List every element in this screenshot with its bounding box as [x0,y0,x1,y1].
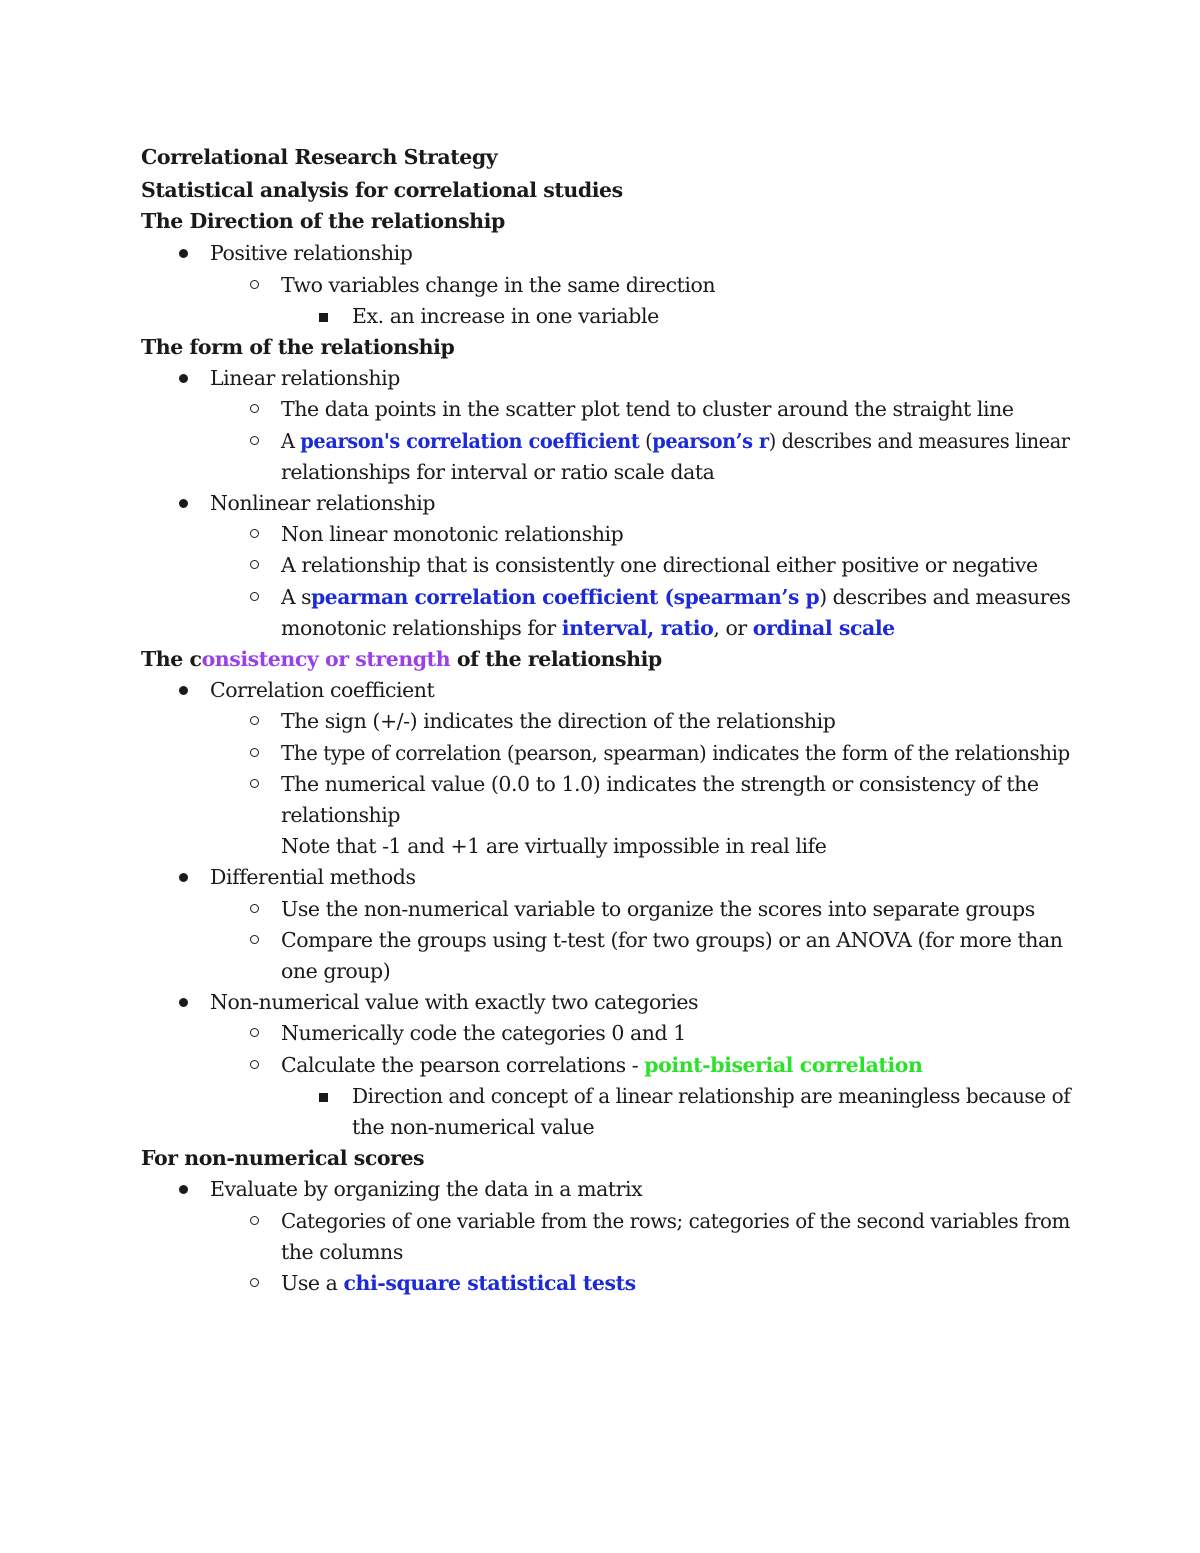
circle-bullet-icon [250,779,259,788]
interval-ratio-term: interval, ratio [561,616,714,640]
circle-bullet-icon [250,560,259,569]
circle-bullet-icon [250,1278,259,1287]
bullet-icon [179,249,188,258]
point-biserial-term: point-biserial correlation [644,1053,923,1077]
circle-bullet-icon [250,1060,259,1069]
circle-bullet-icon [250,280,259,289]
circle-bullet-icon [250,904,259,913]
circle-bullet-icon [250,436,259,445]
circle-bullet-icon [250,1216,259,1225]
chi-square-term: chi-square statistical tests [343,1271,636,1295]
circle-bullet-icon [250,1028,259,1037]
bullet-icon [179,499,188,508]
bullet-icon [179,374,188,383]
bullet-icon [179,998,188,1007]
circle-bullet-icon [250,529,259,538]
document-page: Correlational Research Strategy Statistical analysis for correlational studies The Direction of the relationship Positive relationship Two variables change in the same direction Ex. an increase in one variable The form of the relationship Linear relationship The data points in the scatter plot tend to cluster around the straight line A pearson's correlation coefficient (pearson’s r) describes and measures linear relationships for interval or ratio scale data Nonlinear relationship Non linear monotonic relationship A relationship that is consistently one directional either positive or negative A spearman correlation coefficient (spearman’s p) describes and measures monotonic relationships for interval, ratio, or ordinal scale The consistency or strength of the relationship Correlation coefficient The sign (+/-) indicates the direction of the relationship The type of correlation (pearson, spearman) indicates the form of the relationship The numerical value (0.0 to 1.0) indicates the strength or consistency of the relationship Note that -1 and +1 are virtually impossible in real life Differential methods Use the non-numerical variable to organize the scores into separate groups Compare the groups using t-test (for two groups) or an ANOVA (for more than one group) Non-numerical value with exactly two categories Numerically code the categories 0 and 1 Calculate the pearson correlations - point-biserial correlation Direction and concept of a linear relationship are meaningless because of the non-numerical value For non-numerical scores Evaluate by organizing the data in a matrix Categories of one variable from the rows; categories of the second variables from the columns Use a chi-square statistical tests [141,145,1071,1295]
circle-bullet-icon [250,716,259,725]
circle-bullet-icon [250,935,259,944]
pearson-term: pearson's correlation coefficient [300,429,640,453]
circle-bullet-icon [250,748,259,757]
circle-bullet-icon [250,404,259,413]
square-bullet-icon [319,1093,328,1102]
bullet-icon [179,873,188,882]
consistency-term: onsistency or strength [201,647,451,671]
bullet-icon [179,1185,188,1194]
circle-bullet-icon [250,592,259,601]
spearman-term: pearman correlation coefficient (spearman’s p [311,585,820,609]
ordinal-term: ordinal scale [752,616,895,640]
square-bullet-icon [319,313,328,322]
pearson-r: pearson’s r [652,429,769,453]
bullet-icon [179,686,188,695]
